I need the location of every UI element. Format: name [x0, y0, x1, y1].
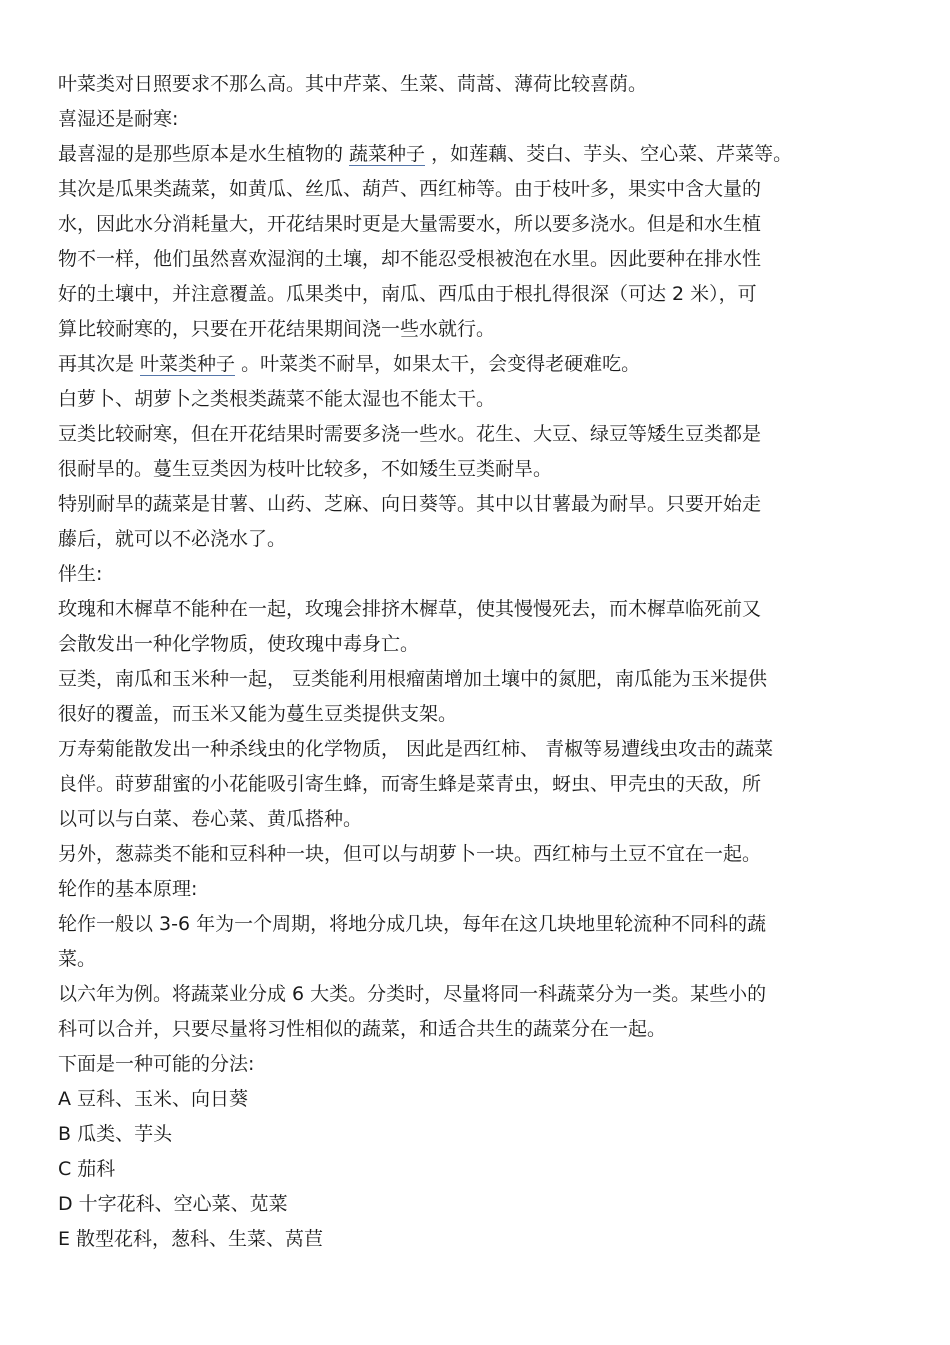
list-item: E 散型花科，葱科、生菜、莴苣 — [58, 1228, 324, 1250]
text-line: 以六年为例。将蔬菜业分成 6 大类。分类时，尽量将同一科蔬菜分为一类。某些小的 — [58, 983, 767, 1005]
text-line: 轮作一般以 3-6 年为一个周期，将地分成几块，每年在这几块地里轮流种不同科的蔬 — [58, 913, 767, 935]
list-item: D 十字花科、空心菜、苋菜 — [58, 1193, 288, 1215]
text-line: 良伴。莳萝甜蜜的小花能吸引寄生蜂，而寄生蜂是菜青虫，蚜虫、甲壳虫的天敌，所 — [58, 773, 762, 795]
text-segment: 最喜湿的是那些原本是水生植物的 — [58, 143, 350, 165]
section-heading: 伴生: — [58, 563, 103, 585]
text-line: 菜。 — [58, 948, 97, 970]
text-line: 好的土壤中，并注意覆盖。瓜果类中，南瓜、西瓜由于根扎得很深（可达 2 米），可 — [58, 283, 757, 305]
vegetable-seed-link[interactable]: 蔬菜种子 — [349, 143, 426, 165]
text-line: 其次是瓜果类蔬菜，如黄瓜、丝瓜、葫芦、西红柿等。由于枝叶多，果实中含大量的 — [58, 178, 762, 200]
text-line: 物不一样，他们虽然喜欢湿润的土壤，却不能忍受根被泡在水里。因此要种在排水性 — [58, 248, 762, 270]
text-segment: 再其次是 — [58, 353, 141, 375]
text-segment: ，如莲藕、茭白、芋头、空心菜、芹菜等。 — [425, 143, 793, 165]
text-line: 万寿菊能散发出一种杀线虫的化学物质， 因此是西红柿、 青椒等易遭线虫攻击的蔬菜 — [58, 738, 774, 760]
leafy-seed-link[interactable]: 叶菜类种子 — [140, 353, 236, 375]
text-line: 豆类比较耐寒，但在开花结果时需要多浇一些水。花生、大豆、绿豆等矮生豆类都是 — [58, 423, 762, 445]
list-item: C 茄科 — [58, 1158, 116, 1180]
text-line — [58, 142, 888, 166]
text-line: 算比较耐寒的，只要在开花结果期间浇一些水就行。 — [58, 318, 496, 340]
text-line: 豆类，南瓜和玉米种一起， 豆类能利用根瘤菌增加土壤中的氮肥，南瓜能为玉米提供 — [58, 668, 768, 690]
text-line: 白萝卜、胡萝卜之类根类蔬菜不能太湿也不能太干。 — [58, 388, 496, 410]
text-segment: 。叶菜类不耐旱，如果太干，会变得老硬难吃。 — [235, 353, 641, 375]
text-line: 另外，葱蒜类不能和豆科种一块，但可以与胡萝卜一块。西红柿与土豆不宜在一起。 — [58, 843, 762, 865]
text-line: 很耐旱的。蔓生豆类因为枝叶比较多，不如矮生豆类耐旱。 — [58, 458, 553, 480]
text-line — [58, 352, 888, 376]
text-line: 很好的覆盖，而玉米又能为蔓生豆类提供支架。 — [58, 703, 458, 725]
section-heading: 喜湿还是耐寒: — [58, 108, 179, 130]
text-line: 会散发出一种化学物质，使玫瑰中毒身亡。 — [58, 633, 420, 655]
text-line: 水，因此水分消耗量大，开花结果时更是大量需要水，所以要多浇水。但是和水生植 — [58, 213, 762, 235]
text-line: 叶菜类对日照要求不那么高。其中芹菜、生菜、茼蒿、薄荷比较喜荫。 — [58, 73, 648, 95]
text-line: 特别耐旱的蔬菜是甘薯、山药、芝麻、向日葵等。其中以甘薯最为耐旱。只要开始走 — [58, 493, 762, 515]
list-item: B 瓜类、芋头 — [58, 1123, 173, 1145]
list-item: A 豆科、玉米、向日葵 — [58, 1088, 249, 1110]
section-heading: 轮作的基本原理: — [58, 878, 198, 900]
text-line: 玫瑰和木樨草不能种在一起，玫瑰会排挤木樨草，使其慢慢死去，而木樨草临死前又 — [58, 598, 762, 620]
text-line: 下面是一种可能的分法: — [58, 1053, 255, 1075]
text-line: 以可以与白菜、卷心菜、黄瓜搭种。 — [58, 808, 363, 830]
text-line: 科可以合并，只要尽量将习性相似的蔬菜，和适合共生的蔬菜分在一起。 — [58, 1018, 667, 1040]
text-line: 藤后，就可以不必浇水了。 — [58, 528, 287, 550]
